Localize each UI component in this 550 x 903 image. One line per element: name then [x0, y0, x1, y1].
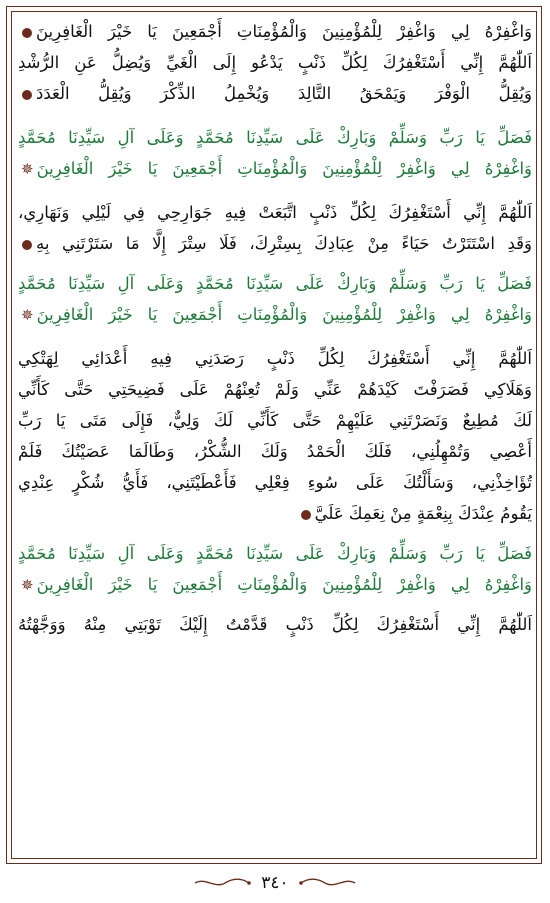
- text-line: [18, 122, 532, 153]
- page-footer: [0, 868, 550, 898]
- text-line-content: فَصَلِّ يَا رَبِّ وَسَلِّمْ وَبَارِكْ عَلَى سَيِّدِنَا مُحَمَّدٍ وَعَلَى آلِ سَيِّدِنَا مُحَمَّدٍ: [18, 274, 532, 293]
- text-line: [18, 47, 532, 78]
- text-line-content: وَاغْفِرْهُ لِي وَاغْفِرْ لِلْمُؤْمِنِينَ وَالْمُؤْمِنَاتِ أَجْمَعِينَ يَا خَيْرَ الْغَافِرِينَ: [36, 305, 532, 324]
- stanza-gap: [18, 529, 532, 538]
- text-line-content: اَللّٰهُمَّ إِنِّي أَسْتَغْفِرُكَ لِكُلِّ ذَنْبٍ يَدْعُو إِلَى الْغَيِّ وَيُضِلُّ عَنِ الرُّشْدِ: [18, 53, 532, 72]
- text-line-content: وَهَلَاكِي فَصَرَفْتَ كَيْدَهُمْ عَنِّي وَلَمْ تُعِنْهُمْ عَلَى فَضِيحَتِي حَتَّى كَأَنِّي: [18, 380, 532, 399]
- stanza-gap: [18, 184, 532, 197]
- text-line: [18, 16, 532, 47]
- stanza-gap: [18, 259, 532, 268]
- text-line: [18, 538, 532, 569]
- text-line: [18, 405, 532, 436]
- page-number: ٣٤٠: [261, 873, 289, 893]
- rosette-separator-icon: ✵: [21, 576, 34, 594]
- text-line-content: يَقُومُ عِنْدَكَ بِنِعْمَةٍ مِنْ نِعَمِكَ عَلَيَّ: [314, 504, 532, 523]
- round-dot-separator-icon: [301, 510, 311, 520]
- text-line: [18, 268, 532, 299]
- ornamental-flourish-icon: [299, 876, 357, 890]
- text-line: [18, 299, 532, 330]
- text-line-content: أَعْصِي وَتُمْهِلُنِي، فَلَكَ الْحَمْدُ وَلَكَ الشُّكْرُ، وَطَالَمَا عَصَيْتُكَ فَلَمْ: [18, 442, 532, 461]
- stanza-gap: [18, 330, 532, 343]
- text-line: [18, 569, 532, 600]
- text-line-content: فَصَلِّ يَا رَبِّ وَسَلِّمْ وَبَارِكْ عَلَى سَيِّدِنَا مُحَمَّدٍ وَعَلَى آلِ سَيِّدِنَا مُحَمَّدٍ: [18, 544, 532, 563]
- text-line-content: وَاغْفِرْهُ لِي وَاغْفِرْ لِلْمُؤْمِنِينَ وَالْمُؤْمِنَاتِ أَجْمَعِينَ يَا خَيْرَ الْغَافِرِينَ: [36, 159, 532, 178]
- text-line: [18, 197, 532, 228]
- text-line-content: وَيُقِلُّ الْوَفْرَ وَيَمْحَقُ التَّالِدَ وَيُخْمِلُ الذِّكْرَ وَيُقِلُّ الْعَدَدَ: [36, 84, 532, 103]
- text-line: [18, 498, 532, 529]
- round-dot-separator-icon: [22, 28, 32, 38]
- text-line-content: فَصَلِّ يَا رَبِّ وَسَلِّمْ وَبَارِكْ عَلَى سَيِّدِنَا مُحَمَّدٍ وَعَلَى آلِ سَيِّدِنَا مُحَمَّدٍ: [18, 128, 532, 147]
- text-line: [18, 228, 532, 259]
- text-line-content: وَقَدِ اسْتَتَرْتُ حَيَاءً مِنْ عِبَادِكَ بِسِتْرِكَ، فَلَا سِتْرَ إِلَّا مَا سَتَرْتَنِي بِهِ: [36, 234, 532, 253]
- text-line-content: لَكَ مُطِيعٌ وَنَصَرْتَنِي عَلَيْهِمْ حَتَّى كَأَنِّي لَكَ وَلِيٌّ، فَإِلَى مَتَى يَا رَبِّ: [18, 411, 532, 430]
- text-line: [18, 467, 532, 498]
- round-dot-separator-icon: [22, 90, 32, 100]
- stanza-gap: [18, 109, 532, 122]
- text-line-content: وَاغْفِرْهُ لِي وَاغْفِرْ لِلْمُؤْمِنِينَ وَالْمُؤْمِنَاتِ أَجْمَعِينَ يَا خَيْرَ الْغَافِرِينَ: [36, 575, 532, 594]
- text-line: [18, 609, 532, 640]
- text-line-content: تُؤَاخِذْنِي، وَسَأَلْتُكَ عَلَى سُوءِ فِعْلِي فَأَعْطَيْتَنِي، فَأَيُّ شُكْرٍ عِنْدِي: [18, 473, 532, 492]
- rosette-separator-icon: ✵: [21, 306, 34, 324]
- text-line: [18, 374, 532, 405]
- text-line-content: اَللّٰهُمَّ إِنِّي أَسْتَغْفِرُكَ لِكُلِّ ذَنْبٍ اتَّبَعَتْ فِيهِ جَوَارِحِي فِي لَيْلِي وَنَهَارِي،: [18, 203, 532, 222]
- ornamental-flourish-icon: [193, 876, 251, 890]
- text-line: [18, 436, 532, 467]
- text-line: [18, 153, 532, 184]
- stanza-gap: [18, 600, 532, 609]
- text-line-content: وَاغْفِرْهُ لِي وَاغْفِرْ لِلْمُؤْمِنِينَ وَالْمُؤْمِنَاتِ أَجْمَعِينَ يَا خَيْرَ الْغَافِرِينَ: [36, 22, 532, 41]
- text-line-content: اَللّٰهُمَّ إِنِّي أَسْتَغْفِرُكَ لِكُلِّ ذَنْبٍ رَصَدَنِي فِيهِ أَعْدَائِي لِهَتْكِي: [18, 349, 532, 368]
- text-line: [18, 343, 532, 374]
- rosette-separator-icon: ✵: [21, 160, 34, 178]
- text-line: [18, 78, 532, 109]
- text-line-content: اَللّٰهُمَّ إِنِّي أَسْتَغْفِرُكَ لِكُلِّ ذَنْبٍ قَدَّمْتُ إِلَيْكَ تَوْبَتِي مِنْهُ وَوَجَّهْتُهُ: [18, 615, 532, 634]
- prayer-text: [18, 16, 532, 640]
- round-dot-separator-icon: [22, 240, 32, 250]
